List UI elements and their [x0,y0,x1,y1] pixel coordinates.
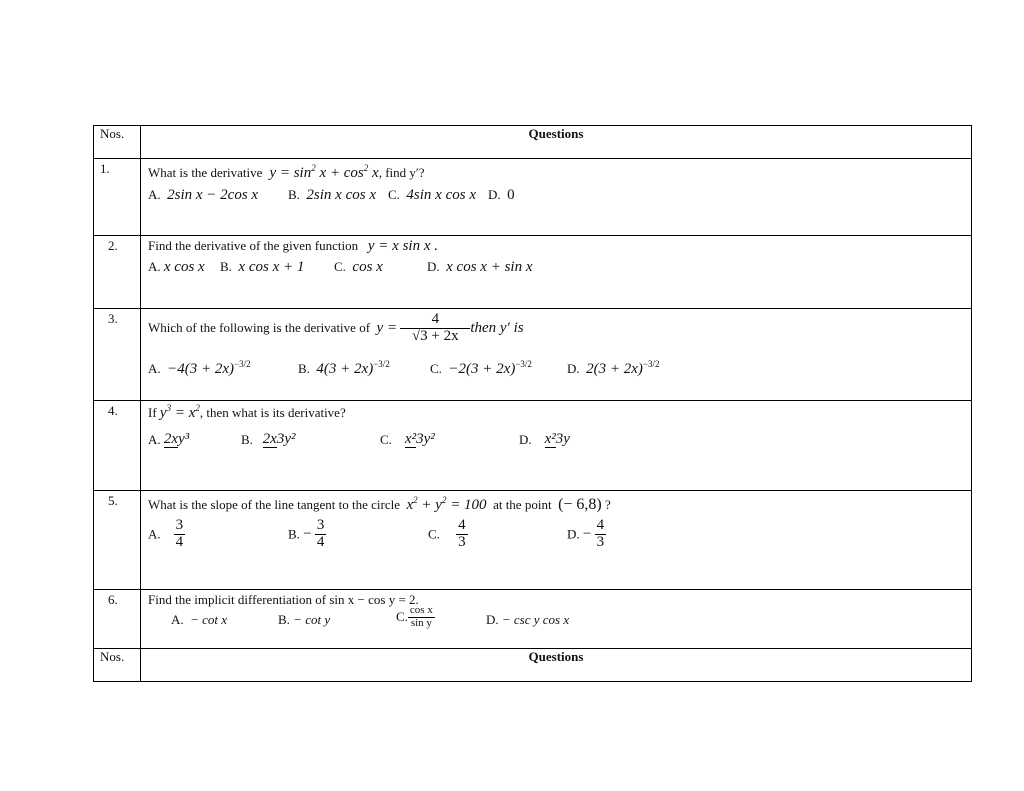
option-b: B. x cos x + 1 [220,259,305,275]
question-number: 1. [100,161,110,176]
question-text-after: , find y′? [378,165,425,180]
footer-questions: Questions [141,649,972,682]
option-c: C. $\frac{\text{cos x}}{\text{sin y}}$ [396,604,433,629]
footer-row [94,649,972,682]
question-row-5 [94,491,972,590]
option-a: A. 2xy³ [148,431,190,448]
option-a: A. − cot x [171,612,228,628]
option-b: B. 2sin x cos x [288,187,376,203]
question-text: What is the slope of the line tangent to the circle [148,497,400,512]
question-text: Find the derivative of the given function [148,238,359,253]
question-formula: $y = \sin^2 x + \cos^2 x$ [265,163,379,181]
question-formula: y = x sin x . [367,238,438,254]
option-d: D. $2(3 + 2x)^{-3/2}$ [567,359,660,377]
option-d: D. 0 [488,187,515,203]
question-text-after: , then what is its derivative? [199,405,346,420]
questions-table [93,125,972,682]
question-row-6 [94,590,972,649]
question-text: If [148,405,157,420]
question-number: 5. [108,493,118,508]
option-c: C. 4sin x cos x [388,187,476,203]
question-text: Find the implicit differentiation of sin x − cos y = 2. [148,592,419,607]
question-number: 2. [108,238,118,253]
question-text: Which of the following is the derivative of [148,320,371,336]
question-text-after: then y′ is [470,319,524,336]
option-a: A. $-4(3 + 2x)^{-3/2}$ [148,359,251,377]
header-nos: Nos. [94,126,141,159]
option-a: A. $\frac{3}{4}$ [148,517,184,550]
option-c: C. $-2(3 + 2x)^{-3/2}$ [430,359,532,377]
option-c: C. $\frac{4}{3}$ [428,517,466,550]
option-b: B. − $\frac{3}{4}$ [288,517,325,550]
question-formula: $y^3 = x^2$ [159,403,200,421]
option-b: B. 2x3y² [241,431,296,448]
option-b: B. $4(3 + 2x)^{-3/2}$ [298,359,390,377]
option-a: A. x cos x [148,259,205,275]
question-text-mid: at the point [493,497,552,512]
question-formula-fraction: $\frac{4}{√3 + 2x}$ [400,312,470,345]
option-d: D. x²3y [519,431,570,448]
question-text-after: ? [605,497,611,512]
footer-nos: Nos. [94,649,141,682]
option-c: C. x²3y² [380,431,435,448]
question-number: 6. [108,592,118,607]
option-b: B. − cot y [278,612,331,628]
question-text: What is the derivative [148,165,263,180]
question-row-3 [94,309,972,401]
question-number: 4. [108,403,118,418]
question-row-4 [94,401,972,491]
option-d: D. − csc y cos x [486,612,570,628]
question-point: (− 6,8) [558,496,602,513]
option-d: D. − $\frac{4}{3}$ [567,517,605,550]
option-c: C. cos x [334,259,383,275]
question-number: 3. [108,311,118,326]
question-formula: $x^2 + y^2 = 100$ [406,495,487,513]
option-a: A. 2sin x − 2cos x [148,187,259,203]
question-formula-lhs: y = [376,319,398,336]
option-d: D. x cos x + sin x [427,259,533,275]
header-questions: Questions [141,126,972,159]
question-row-1 [94,159,972,236]
header-row [94,126,972,159]
question-row-2 [94,236,972,309]
